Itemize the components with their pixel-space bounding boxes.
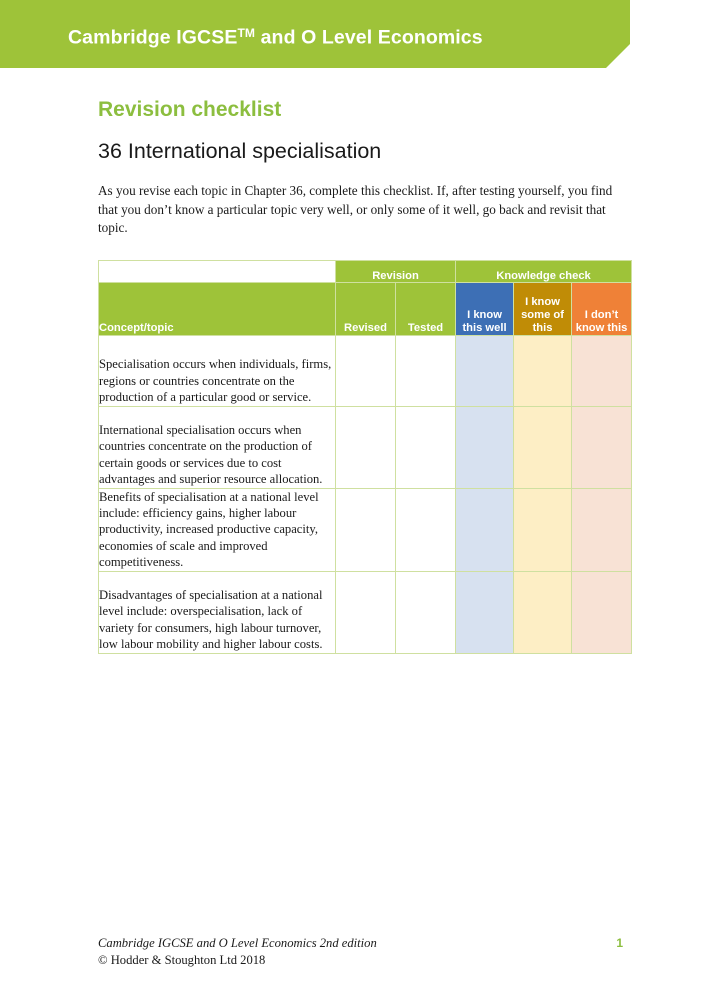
page-title: 36 International specialisation xyxy=(98,139,382,163)
page-kicker-heading: Revision checklist xyxy=(98,98,282,121)
know-some-checkbox-cell[interactable] xyxy=(514,488,572,571)
group-header-knowledge-check: Knowledge check xyxy=(456,260,632,282)
trademark-superscript: TM xyxy=(237,26,256,40)
footer-copyright-line: © Hodder & Stoughton Ltd 2018 xyxy=(98,953,266,967)
topic-cell: Specialisation occurs when individuals, firms, regions or countries concentrate on the production of a particular good or service. xyxy=(99,335,336,406)
revised-checkbox-cell[interactable] xyxy=(336,488,396,571)
know-well-checkbox-cell[interactable] xyxy=(456,335,514,406)
tested-checkbox-cell[interactable] xyxy=(396,488,456,571)
know-well-checkbox-cell[interactable] xyxy=(456,571,514,653)
revised-checkbox-cell[interactable] xyxy=(336,571,396,653)
dont-know-checkbox-cell[interactable] xyxy=(572,571,632,653)
topic-cell: International specialisation occurs when countries concentrate on the production of certain goods or services due to cost advantages and superior resource allocation. xyxy=(99,406,336,488)
group-header-blank xyxy=(99,260,336,282)
footer-inner xyxy=(98,935,631,969)
column-header-i-know-this-well: I know this well xyxy=(456,282,514,335)
group-header-revision: Revision xyxy=(336,260,456,282)
column-header-i-know-some-of-this: I know some of this xyxy=(514,282,572,335)
know-some-checkbox-cell[interactable] xyxy=(514,571,572,653)
table-group-header-row xyxy=(99,260,632,282)
banner-title-suffix: and O Level Economics xyxy=(255,26,483,49)
column-header-i-dont-know-this: I don’t know this xyxy=(572,282,632,335)
dont-know-checkbox-cell[interactable] xyxy=(572,488,632,571)
banner-title-main: Cambridge IGCSE xyxy=(68,26,238,49)
revised-checkbox-cell[interactable] xyxy=(336,406,396,488)
table-column-header-row xyxy=(99,282,632,335)
know-well-checkbox-cell[interactable] xyxy=(456,406,514,488)
tested-checkbox-cell[interactable] xyxy=(396,571,456,653)
topic-cell: Benefits of specialisation at a national level include: efficiency gains, higher labour productivity, increased productive capacity, economies of scale and improved competitiveness. xyxy=(99,488,336,571)
footer-title-line: Cambridge IGCSE and O Level Economics 2nd edition xyxy=(98,936,377,950)
table-body xyxy=(99,335,632,653)
revision-checklist-table xyxy=(98,260,632,654)
table-head xyxy=(99,260,632,335)
know-some-checkbox-cell[interactable] xyxy=(514,406,572,488)
page-footer xyxy=(98,935,631,969)
column-header-tested: Tested xyxy=(396,282,456,335)
dont-know-checkbox-cell[interactable] xyxy=(572,335,632,406)
know-some-checkbox-cell[interactable] xyxy=(514,335,572,406)
table-row xyxy=(99,335,632,406)
intro-paragraph: As you revise each topic in Chapter 36, complete this checklist. If, after testing yourself, you find that you don’t know a particular topic very well, or only some of it well, go back and revisit that topic. xyxy=(98,183,613,235)
know-well-checkbox-cell[interactable] xyxy=(456,488,514,571)
column-header-revised: Revised xyxy=(336,282,396,335)
page-content xyxy=(98,0,643,654)
column-header-concept-topic: Concept/topic xyxy=(99,282,336,335)
page-number: 1 xyxy=(616,936,623,950)
table-row xyxy=(99,406,632,488)
dont-know-checkbox-cell[interactable] xyxy=(572,406,632,488)
tested-checkbox-cell[interactable] xyxy=(396,406,456,488)
topic-cell: Disadvantages of specialisation at a national level include: overspecialisation, lack of variety for consumers, high labour turnover, low labour mobility and higher labour costs. xyxy=(99,571,336,653)
revised-checkbox-cell[interactable] xyxy=(336,335,396,406)
table-row xyxy=(99,488,632,571)
tested-checkbox-cell[interactable] xyxy=(396,335,456,406)
table-row xyxy=(99,571,632,653)
